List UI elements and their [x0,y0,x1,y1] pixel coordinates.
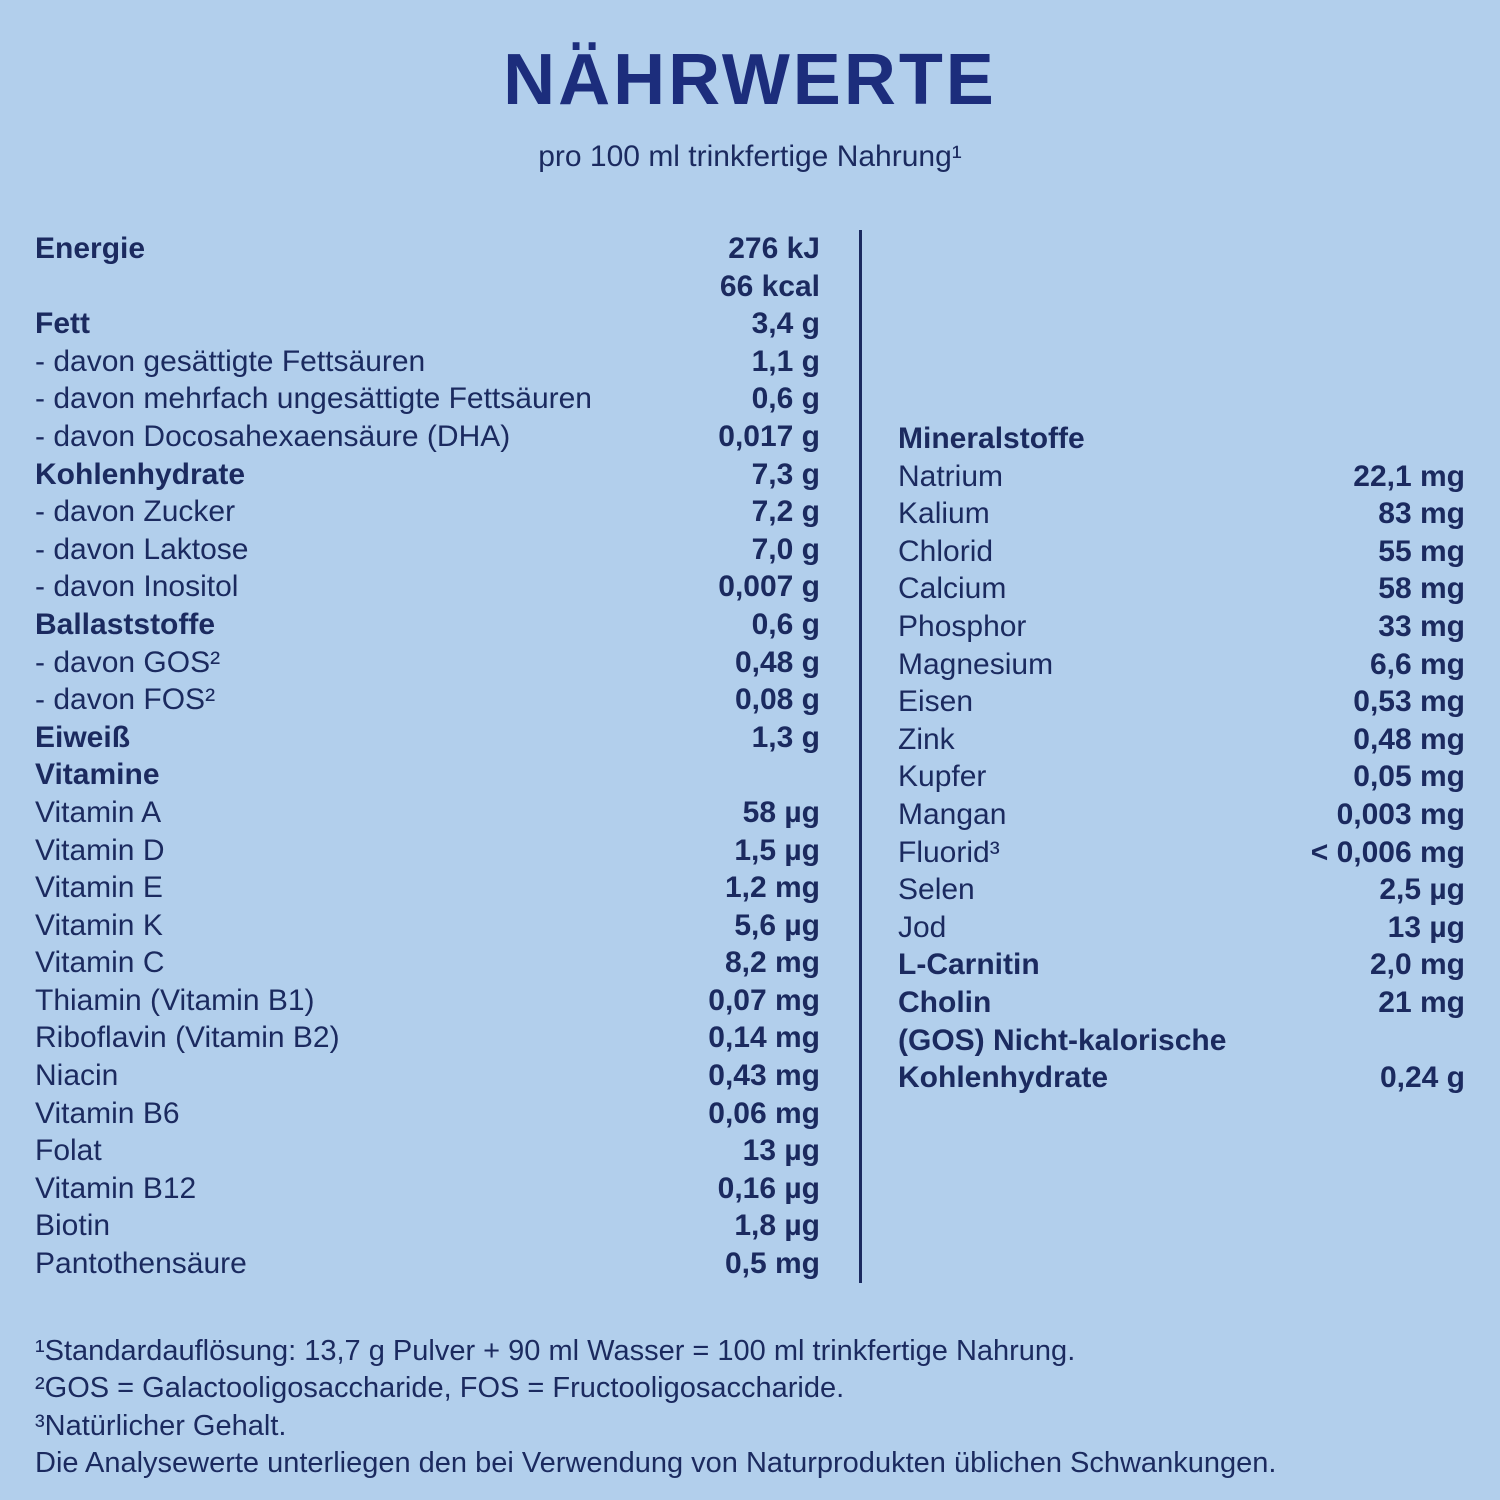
nutrient-label: Natrium [898,459,1004,493]
nutrient-value: 1,1 g [751,344,820,378]
table-row [35,1170,820,1208]
nutrient-label: Kohlenhydrate [898,1061,1109,1095]
table-row [898,946,1465,984]
table-row [35,907,820,945]
footnotes [35,1333,1470,1483]
nutrient-value: 0,6 g [751,382,820,416]
nutrient-value: 0,06 mg [708,1096,820,1130]
nutrient-label: Pantothensäure [35,1247,247,1281]
table-row [35,756,820,794]
table-row [898,1059,1465,1097]
table-row [898,1022,1465,1060]
table-row [35,268,820,306]
nutrient-value: 0,48 mg [1353,722,1465,756]
nutrient-value: 5,6 µg [734,908,820,942]
table-row [898,683,1465,721]
nutrient-value: 2,5 µg [1379,873,1465,907]
table-row [898,909,1465,947]
footnote-line: ²GOS = Galactooligosaccharide, FOS = Fructooligosaccharide. [35,1372,845,1405]
nutrient-value: 0,017 g [718,419,820,453]
nutrient-value: 0,003 mg [1336,797,1465,831]
nutrient-value: 0,05 mg [1353,760,1465,794]
nutrient-label: Fluorid³ [898,835,1000,869]
table-row [35,869,820,907]
nutrient-value: 66 kcal [719,269,820,303]
nutrient-label: - davon Zucker [35,495,236,529]
nutrient-label: Vitamin C [35,946,165,980]
nutrient-value: 0,53 mg [1353,685,1465,719]
nutrient-value: 7,2 g [751,495,820,529]
nutrient-label: - davon mehrfach ungesättigte Fettsäuren [35,382,592,416]
nutrient-value: 276 kJ [728,232,820,265]
nutrient-value: 8,2 mg [724,946,820,980]
table-row [35,1057,820,1095]
nutrient-value: 0,14 mg [708,1021,820,1055]
nutrient-value: 7,3 g [751,457,820,491]
table-row [35,230,820,268]
table-row [35,1095,820,1133]
nutrient-value: 0,43 mg [708,1059,820,1093]
table-row [898,721,1465,759]
table-row [35,380,820,418]
nutrient-label: Thiamin (Vitamin B1) [35,983,315,1017]
table-row [898,646,1465,684]
nutrient-label: - davon FOS² [35,683,216,717]
table-row [898,984,1465,1022]
nutrient-label: Biotin [35,1209,111,1243]
nutrient-value: 1,3 g [751,720,820,754]
table-row [35,305,820,343]
nutrient-value: 21 mg [1378,985,1465,1019]
table-row [35,1019,820,1057]
table-row [35,982,820,1020]
table-row [35,456,820,494]
table-row [35,681,820,719]
table-row [898,608,1465,646]
nutrient-label: - davon Inositol [35,570,239,604]
nutrient-label: Vitamin A [35,795,162,829]
nutrient-value: 1,5 µg [734,833,820,867]
nutrient-value: 0,24 g [1379,1061,1465,1095]
nutrient-value: 2,0 mg [1369,948,1465,982]
table-row [35,1207,820,1245]
nutrient-value: 0,007 g [718,570,820,604]
table-row [898,758,1465,796]
table-row [35,794,820,832]
table-row [35,644,820,682]
nutrient-value: 33 mg [1378,609,1465,643]
nutrient-label: Eiweiß [35,720,131,754]
table-row [898,420,1465,458]
nutrient-label: - davon gesättigte Fettsäuren [35,344,426,378]
nutrient-label: Mangan [898,797,1007,831]
nutrient-label: Calcium [898,572,1007,606]
table-row [35,531,820,569]
column-divider-line [859,230,862,1283]
table-row [35,719,820,757]
table-row [898,495,1465,533]
table-row [35,944,820,982]
nutrition-table [0,230,1500,1283]
nutrient-label: Kalium [898,497,990,531]
table-row [35,343,820,381]
nutrient-label: Jod [898,910,947,944]
nutrient-label: Kohlenhydrate [35,457,246,491]
table-row [898,533,1465,571]
nutrient-label: Vitamin B6 [35,1096,180,1130]
nutrient-label: - davon Laktose [35,532,249,566]
nutrient-label: Energie [35,232,146,265]
nutrient-label: - davon Docosahexaensäure (DHA) [35,419,511,453]
nutrient-label: Zink [898,722,955,756]
nutrient-value: 7,0 g [751,532,820,566]
nutrition-table-right-column [898,230,1465,1283]
nutrient-label: (GOS) Nicht-kalorische [898,1023,1227,1057]
nutrient-value: 3,4 g [751,307,820,341]
footnote-line: Die Analysewerte unterliegen den bei Verwendung von Naturprodukten üblichen Schwankungen. [35,1447,1277,1480]
serving-info-subtitle: pro 100 ml trinkfertige Nahrung¹ [538,140,962,173]
nutrition-table-left-column [35,230,820,1283]
nutrient-label: - davon GOS² [35,645,221,679]
nutrient-label: Cholin [898,985,992,1019]
nutrient-label: Vitamin D [35,833,165,867]
nutrient-label: Folat [35,1134,102,1168]
nutrient-value: 0,08 g [734,683,820,717]
nutrient-value: 0,5 mg [724,1247,820,1281]
nutrient-value: 13 µg [742,1134,820,1168]
table-row [35,418,820,456]
table-row [898,834,1465,872]
nutrient-label: Vitamine [35,758,160,792]
nutrient-value: 1,8 µg [734,1209,820,1243]
nutrient-label: Ballaststoffe [35,607,216,641]
nutrient-label: Mineralstoffe [898,422,1085,455]
page-title: NÄHRWERTE [503,40,997,120]
nutrient-label: L-Carnitin [898,948,1040,982]
nutrient-value: 83 mg [1378,497,1465,531]
nutrient-label: Fett [35,307,90,341]
nutrient-label: Magnesium [898,647,1054,681]
nutrient-value: 58 µg [742,795,820,829]
table-row [898,871,1465,909]
table-row [898,458,1465,496]
nutrient-label: Phosphor [898,609,1027,643]
nutrient-value: 0,48 g [734,645,820,679]
footnote-line: ³Natürlicher Gehalt. [35,1409,287,1442]
table-row [35,1132,820,1170]
nutrient-label: Riboflavin (Vitamin B2) [35,1021,340,1055]
nutrient-label: Chlorid [898,534,994,568]
nutrient-value: 0,6 g [751,607,820,641]
table-row [898,796,1465,834]
nutrient-value: 22,1 mg [1353,459,1465,493]
nutrient-value: 0,16 µg [717,1171,820,1205]
nutrient-value: 0,07 mg [708,983,820,1017]
nutrient-label: Vitamin B12 [35,1171,197,1205]
nutrient-label: Niacin [35,1059,119,1093]
table-row [35,832,820,870]
nutrient-label: Vitamin E [35,871,163,905]
nutrient-label: Vitamin K [35,908,163,942]
table-row [35,568,820,606]
nutrient-value: 6,6 mg [1369,647,1465,681]
nutrient-value: 58 mg [1378,572,1465,606]
nutrient-label: Eisen [898,685,974,719]
nutrient-value: < 0,006 mg [1310,835,1465,869]
nutrient-label: Selen [898,873,975,907]
nutrient-value: 55 mg [1378,534,1465,568]
nutrient-label: Kupfer [898,760,987,794]
nutrient-value: 13 µg [1387,910,1465,944]
nutrient-value: 1,2 mg [724,871,820,905]
table-row [898,570,1465,608]
table-row [35,1245,820,1283]
footnote-line: ¹Standardauflösung: 13,7 g Pulver + 90 ml Wasser = 100 ml trinkfertige Nahrung. [35,1334,1076,1367]
table-row [35,606,820,644]
table-row [35,493,820,531]
